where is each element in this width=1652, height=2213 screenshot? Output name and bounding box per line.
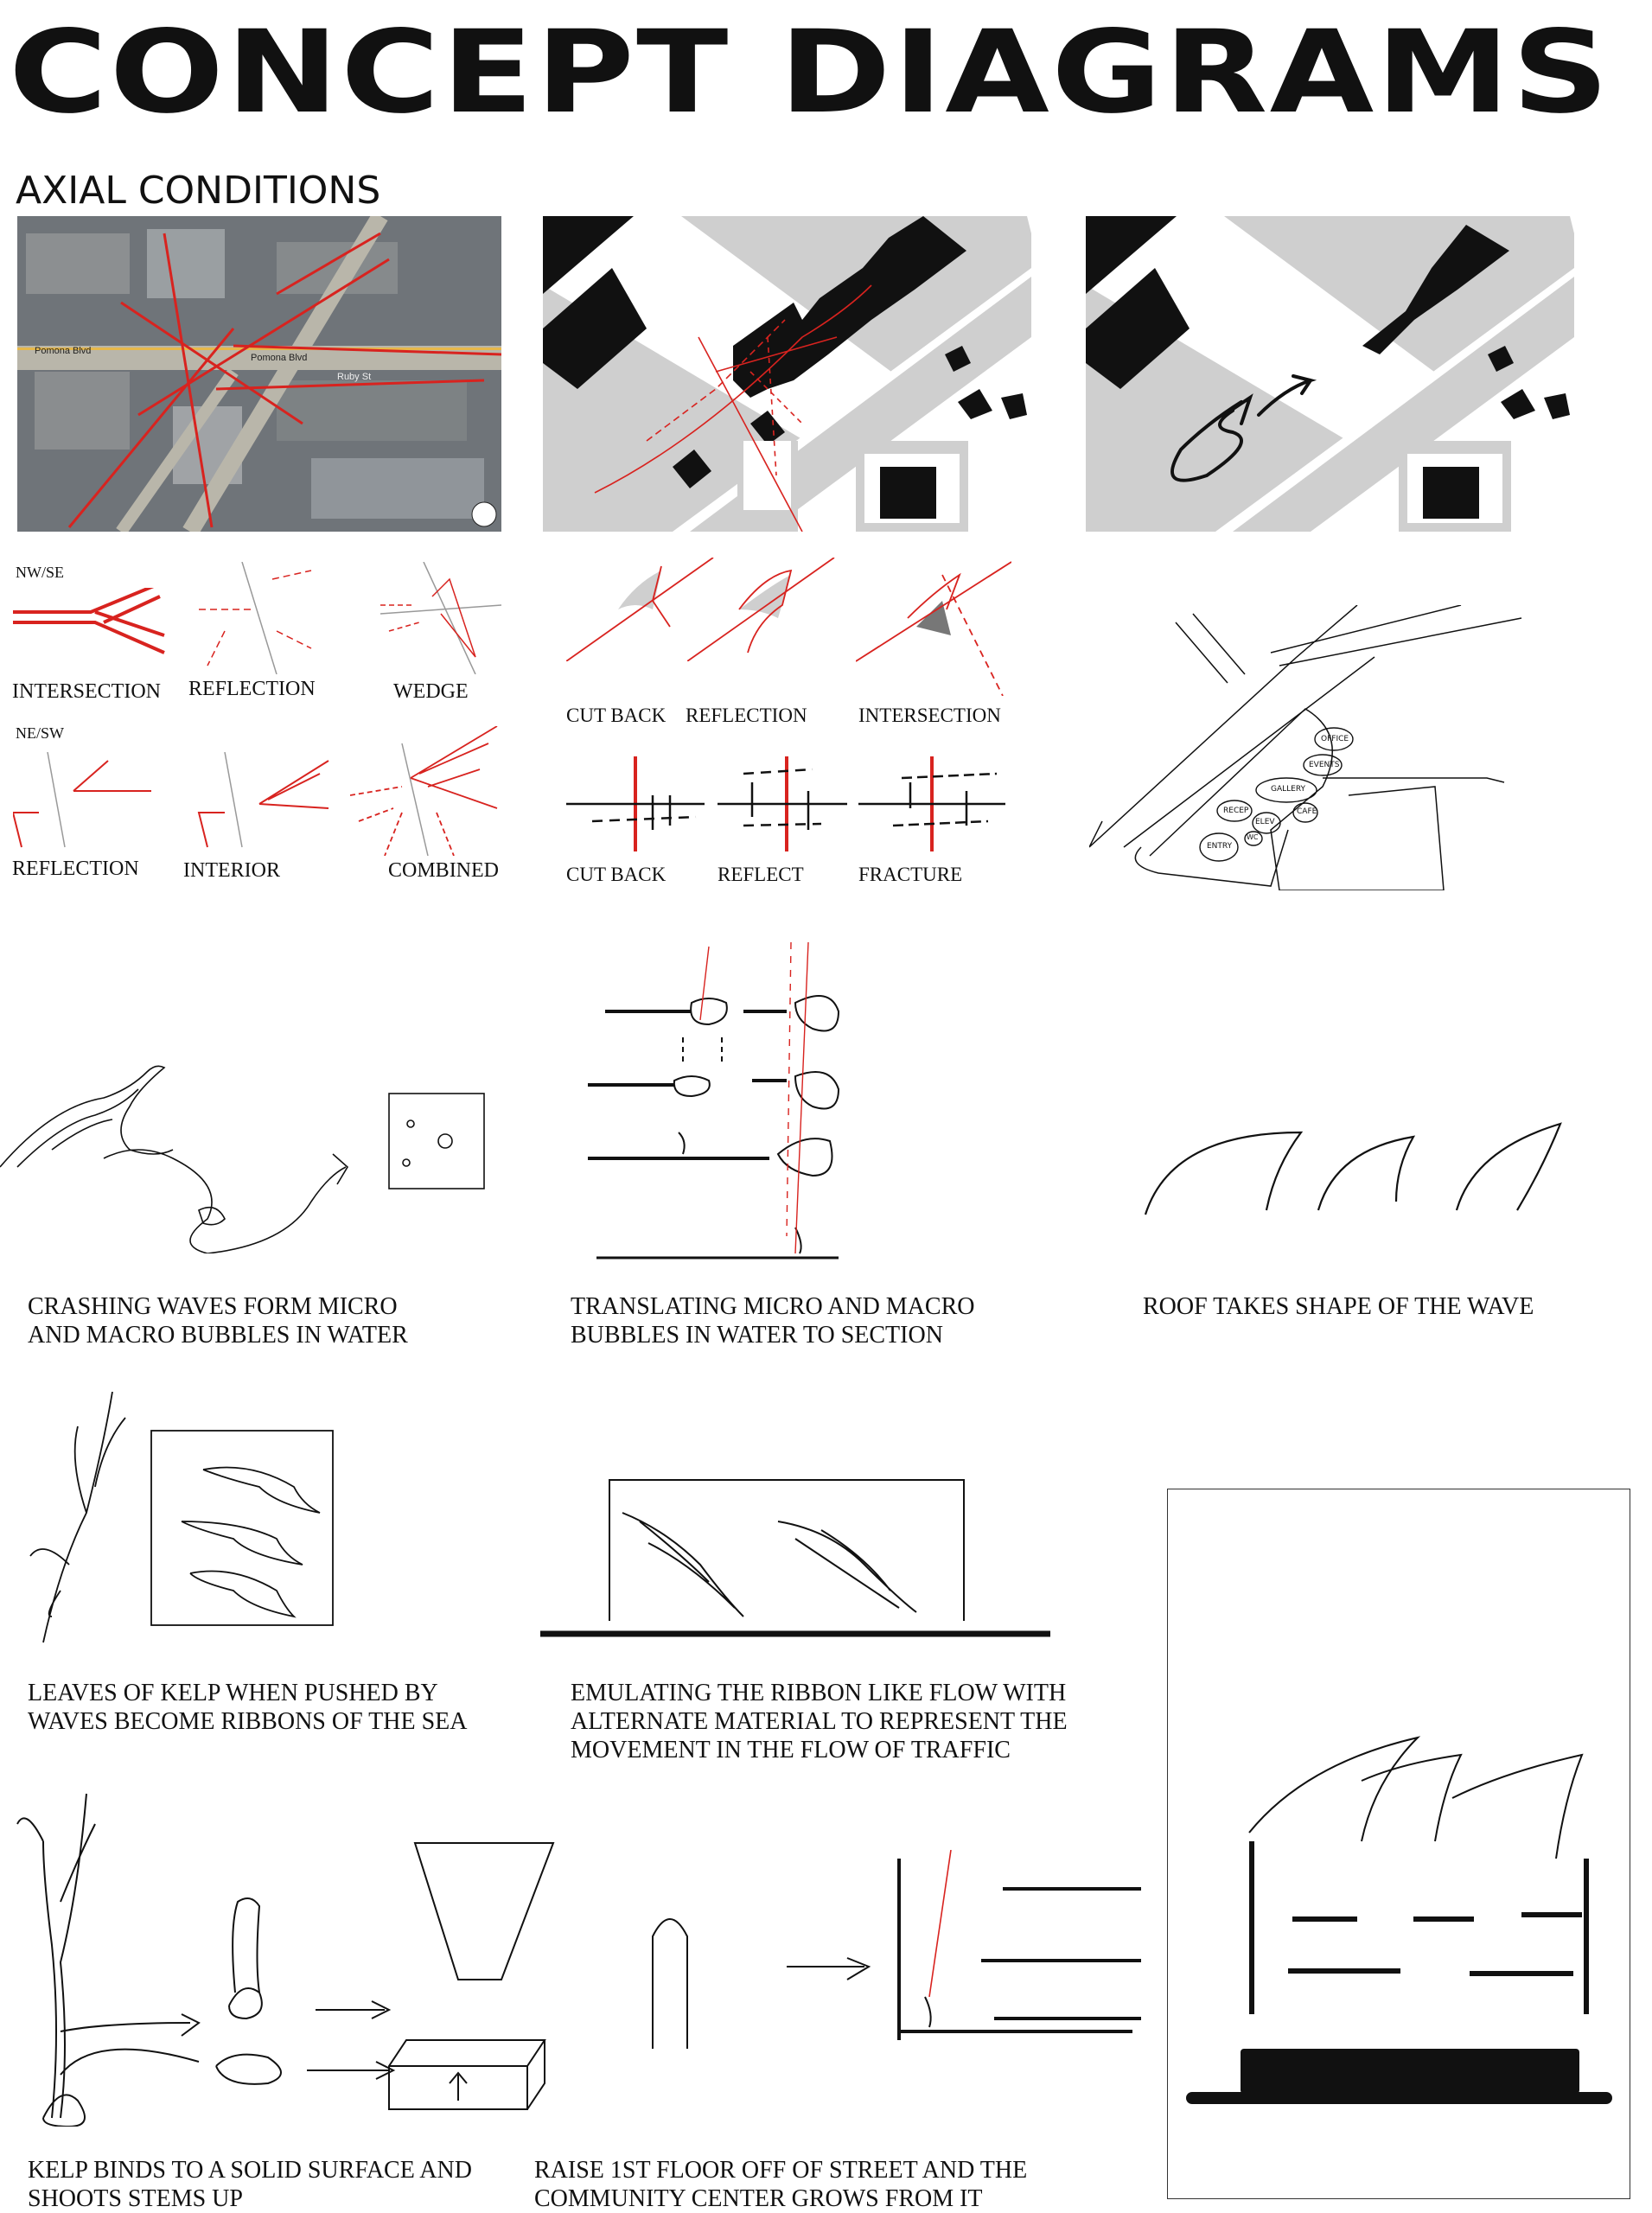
- combined-diagram: [350, 726, 506, 856]
- op-label-cut-back-1: CUT BACK: [566, 705, 667, 726]
- site-plan-axes: [543, 216, 1031, 532]
- reflection-diagram-1: [190, 562, 320, 674]
- interior-diagram: [190, 752, 337, 856]
- caption-translating: TRANSLATING MICRO AND MACRO BUBBLES IN WATER TO SECTION: [571, 1293, 975, 1349]
- caption-kelp-leaves: LEAVES OF KELP WHEN PUSHED BY WAVES BECOME RIBBONS OF THE SEA: [28, 1680, 468, 1735]
- map-label-pomona: Pomona Blvd: [35, 346, 92, 356]
- map-label-ruby: Ruby St: [337, 372, 372, 382]
- building-base-plinth: [1241, 2049, 1579, 2094]
- bubble-label-elev: ELEV: [1255, 818, 1275, 826]
- bubble-label-office: OFFICE: [1321, 735, 1349, 743]
- op-label-reflect: REFLECT: [718, 864, 804, 885]
- label-reflection-1: REFLECTION: [188, 678, 316, 700]
- op-label-intersection: INTERSECTION: [858, 705, 1001, 726]
- intersection-diagram: [13, 588, 169, 674]
- caption-kelp-binds: KELP BINDS TO A SOLID SURFACE AND SHOOTS STEMS UP: [28, 2157, 472, 2212]
- op-label-fracture: FRACTURE: [858, 864, 963, 885]
- ribbon-flow-sketch: [536, 1470, 1055, 1642]
- reflection-op-diagram: [687, 558, 839, 661]
- fracture-diagram: [858, 756, 1005, 851]
- reflection-diagram-2: [13, 752, 160, 856]
- caption-raise-floor: RAISE 1ST FLOOR OFF OF STREET AND THE COMMUNITY CENTER GROWS FROM IT: [534, 2157, 1028, 2212]
- label-interior: INTERIOR: [183, 859, 280, 882]
- bubble-diagram-sketch: [1089, 605, 1539, 890]
- op-label-cut-back-2: CUT BACK: [566, 864, 667, 885]
- label-wedge: WEDGE: [393, 680, 469, 703]
- satellite-map: [17, 216, 501, 532]
- satellite-map-drawing: [17, 216, 501, 532]
- reflect-diagram: [718, 756, 856, 851]
- group-label-nw-se: NW/SE: [16, 564, 64, 581]
- building-section-sketch: [1176, 1729, 1625, 2014]
- site-plan-movement: [1086, 216, 1574, 532]
- label-intersection: INTERSECTION: [12, 680, 161, 703]
- kelp-binds-sketch: [9, 1789, 579, 2127]
- bubble-label-entry: ENTRY: [1207, 842, 1233, 851]
- label-combined: COMBINED: [388, 859, 500, 882]
- group-label-ne-sw: NE/SW: [16, 724, 64, 742]
- caption-roof: ROOF TAKES SHAPE OF THE WAVE: [1143, 1293, 1534, 1320]
- translating-section-sketch: [579, 942, 890, 1271]
- label-reflection-2: REFLECTION: [12, 858, 139, 880]
- caption-crashing-waves: CRASHING WAVES FORM MICRO AND MACRO BUBBLES IN WATER: [28, 1293, 408, 1349]
- intersection-op-diagram: [856, 558, 1011, 696]
- roof-wave-sketch: [1137, 1115, 1569, 1228]
- kelp-leaves-sketch: [17, 1392, 346, 1651]
- raise-floor-sketch: [579, 1850, 1141, 2049]
- map-label-pomona-2: Pomona Blvd: [251, 353, 308, 363]
- building-ground-line: [1186, 2092, 1612, 2104]
- crashing-waves-sketch: [0, 1055, 493, 1253]
- wedge-diagram: [380, 562, 510, 674]
- bubble-label-gallery: GALLERY: [1271, 785, 1306, 794]
- bubble-label-recep: RECEP: [1223, 807, 1249, 815]
- page-title: CONCEPT DIAGRAMS: [9, 6, 1611, 139]
- section-title: AXIAL CONDITIONS: [16, 169, 381, 213]
- caption-ribbon: EMULATING THE RIBBON LIKE FLOW WITH ALTERNATE MATERIAL TO REPRESENT THE MOVEMENT IN THE FLOW OF TRAFFIC: [571, 1680, 1068, 1763]
- bubble-label-events: EVENTS: [1309, 761, 1340, 769]
- cut-back-diagram-2: [566, 756, 705, 851]
- bubble-label-cafe: CAFE: [1297, 807, 1317, 816]
- op-label-reflection: REFLECTION: [686, 705, 807, 726]
- bubble-label-wc: WC: [1247, 833, 1259, 841]
